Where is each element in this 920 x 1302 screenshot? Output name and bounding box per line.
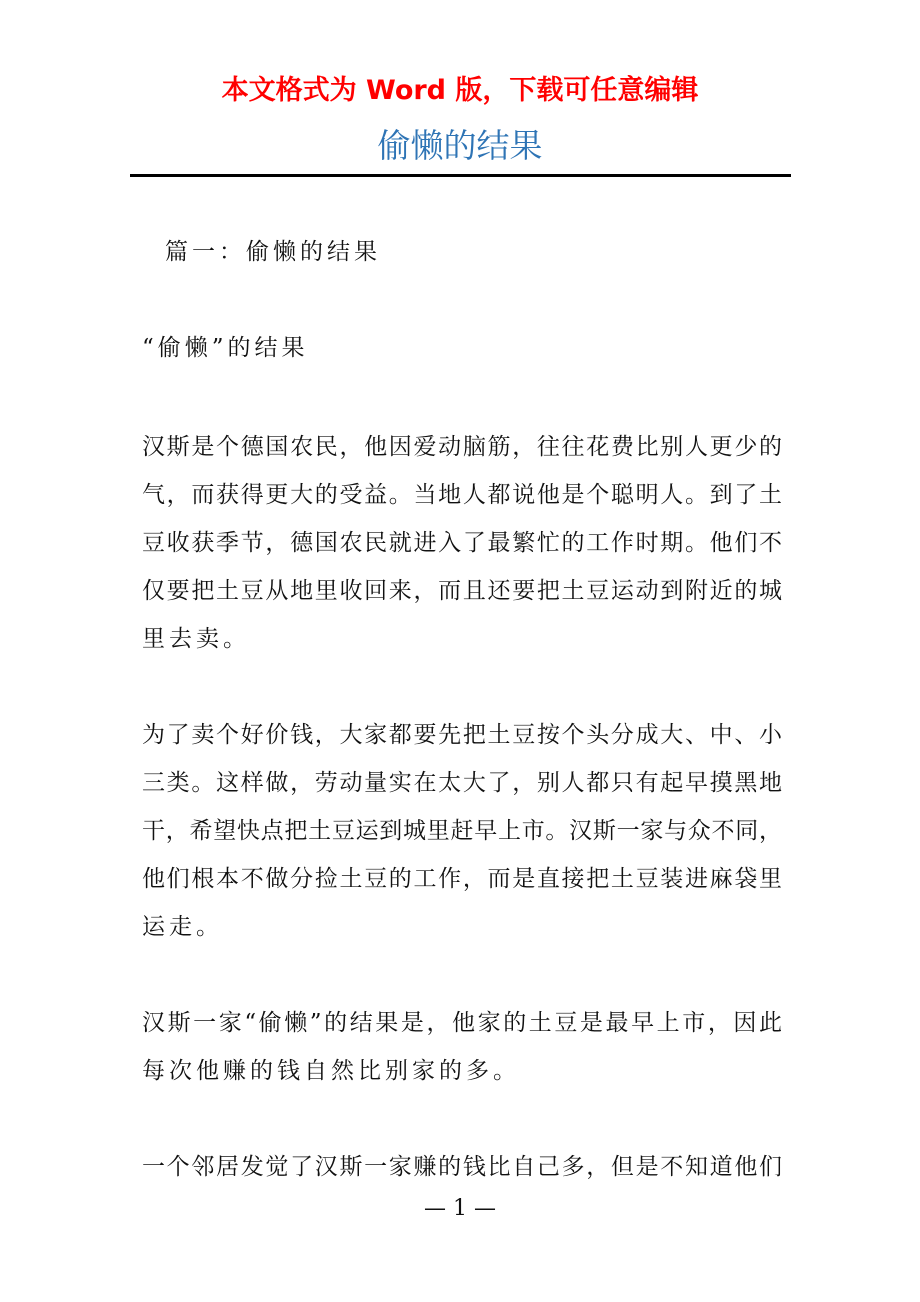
document-title: 偷懒的结果 bbox=[377, 126, 543, 165]
paragraph-line: 运走。 bbox=[142, 914, 223, 940]
paragraph-line: 气，而获得更大的受益。当地人都说他是个聪明人。到了土 bbox=[142, 482, 782, 508]
title-divider bbox=[130, 174, 791, 177]
paragraph-line: 仅要把土豆从地里收回来，而且还要把土豆运动到附近的城 bbox=[142, 578, 782, 604]
download-notice: 本文格式为 Word 版，下载可任意编辑 bbox=[221, 75, 699, 106]
paragraph-line: 他们根本不做分捡土豆的工作，而是直接把土豆装进麻袋里 bbox=[142, 866, 782, 892]
paragraph-line: 汉斯一家“偷懒”的结果是，他家的土豆是最早上市，因此 bbox=[142, 1010, 782, 1036]
subtitle: “偷懒”的结果 bbox=[142, 335, 309, 361]
page-number: — 1 — bbox=[424, 1196, 496, 1221]
paragraph-line: 汉斯是个德国农民，他因爱动脑筋，往往花费比别人更少的 bbox=[142, 434, 782, 460]
paragraph-line: 干，希望快点把土豆运到城里赶早上市。汉斯一家与众不同， bbox=[142, 818, 782, 844]
section-heading: 篇一：偷懒的结果 bbox=[165, 239, 381, 265]
paragraph-line: 豆收获季节，德国农民就进入了最繁忙的工作时期。他们不 bbox=[142, 530, 782, 556]
paragraph-line: 为了卖个好价钱，大家都要先把土豆按个头分成大、中、小 bbox=[142, 722, 782, 748]
paragraph-line: 每次他赚的钱自然比别家的多。 bbox=[142, 1058, 520, 1084]
paragraph-line: 一个邻居发觉了汉斯一家赚的钱比自己多，但是不知道他们 bbox=[142, 1154, 782, 1180]
paragraph-line: 三类。这样做，劳动量实在太大了，别人都只有起早摸黑地 bbox=[142, 770, 782, 796]
paragraph-line: 里去卖。 bbox=[142, 626, 250, 652]
